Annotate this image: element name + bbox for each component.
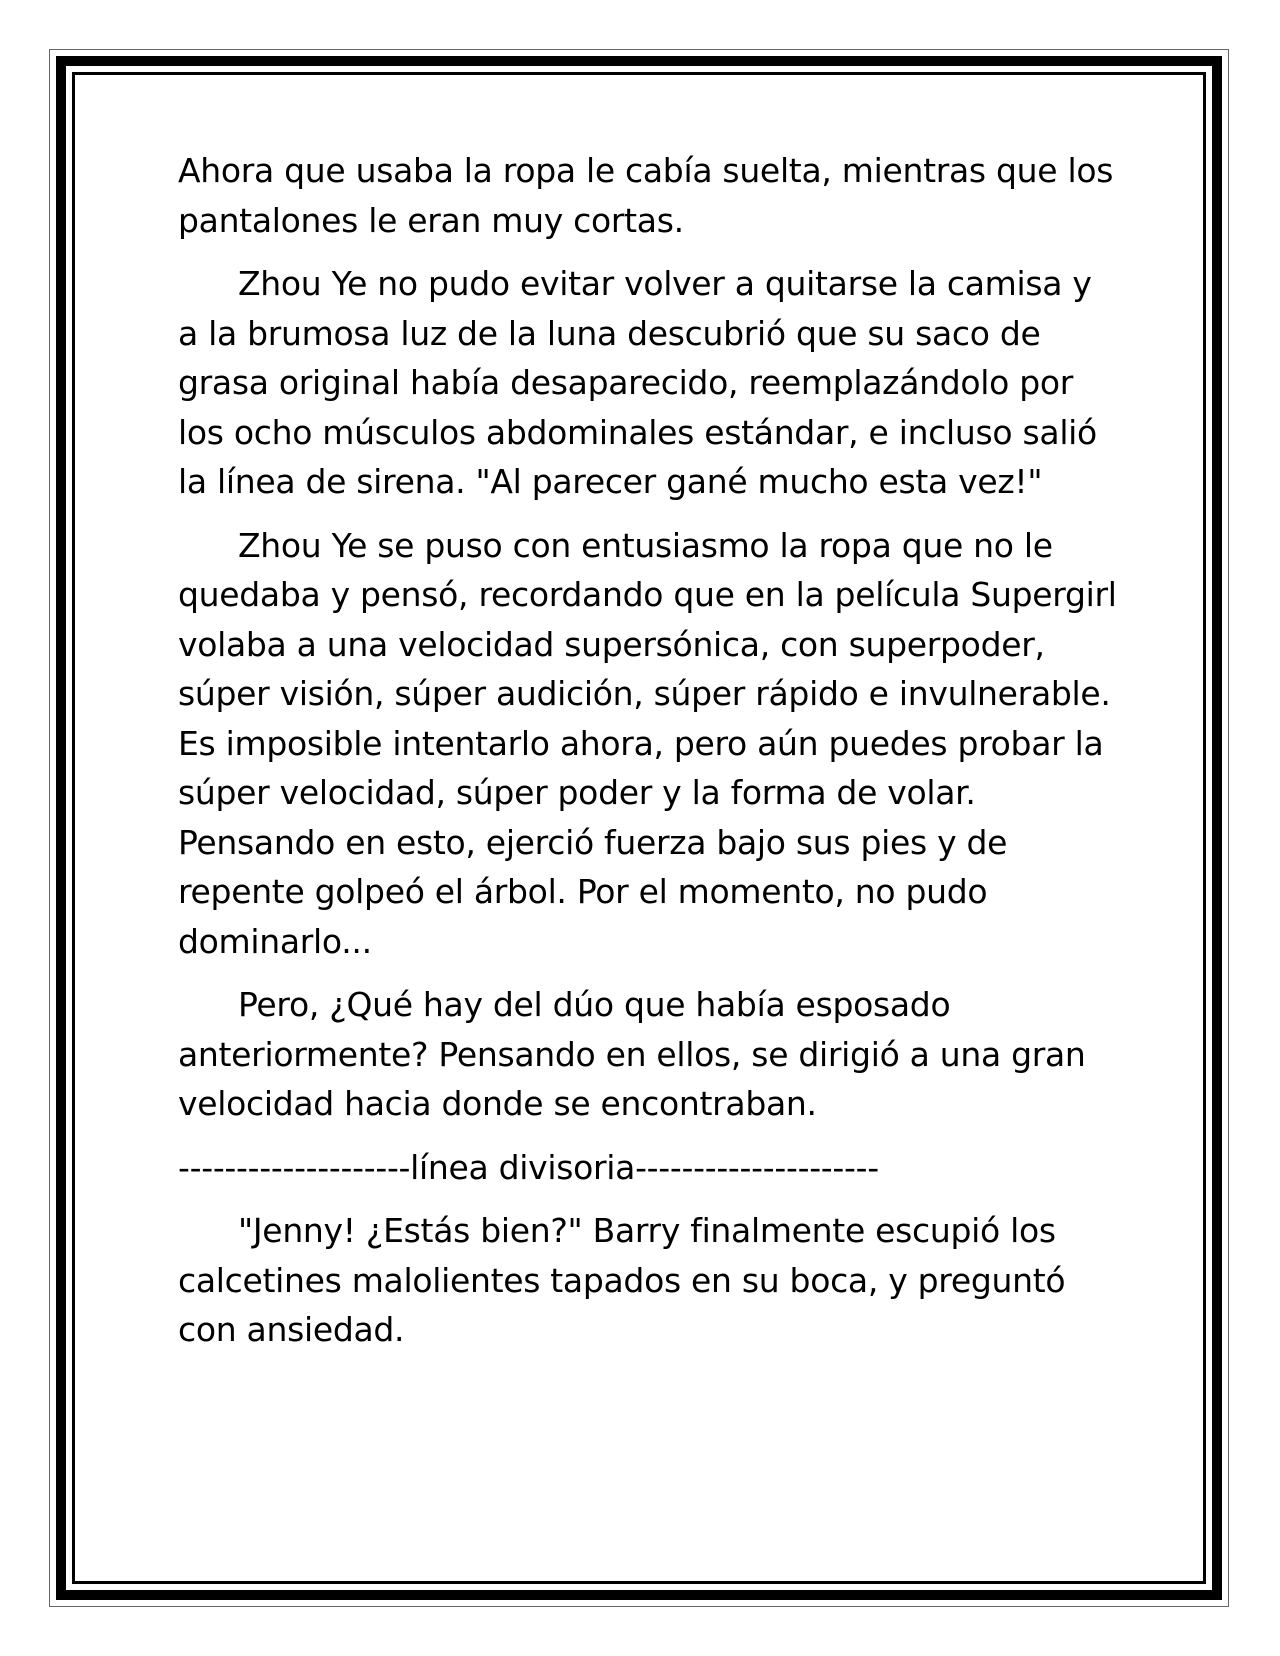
paragraph-3: Zhou Ye se puso con entusiasmo la ropa que no le quedaba y pensó, recordando que en la película Supergirl volaba a una velocidad supersónica, con superpoder, súper visión, súper audición, súper rápido e invulnerable. Es imposible intentarlo ahora, pero aún puedes probar la súper velocidad, súper poder y la forma de volar. Pensando en esto, ejerció fuerza bajo sus pies y de repente golpeó el árbol. Por el momento, no pudo dominarlo... <box>178 525 1117 961</box>
paragraph-1: Ahora que usaba la ropa le cabía suelta, mientras que los pantalones le eran muy cortas. <box>178 151 1114 240</box>
page-text <box>178 146 1118 1369</box>
paragraph-5: "Jenny! ¿Estás bien?" Barry finalmente escupió los calcetines malolientes tapados en su boca, y preguntó con ansiedad. <box>178 1211 1066 1349</box>
section-divider: --------------------línea divisoria--------------------- <box>178 1147 879 1187</box>
paragraph-4: Pero, ¿Qué hay del dúo que había esposado anteriormente? Pensando en ellos, se dirigió a una gran velocidad hacia donde se encontraban. <box>178 985 1086 1123</box>
paragraph-2: Zhou Ye no pudo evitar volver a quitarse la camisa y a la brumosa luz de la luna descubrió que su saco de grasa original había desaparecido, reemplazándolo por los ocho músculos abdominales estándar, e incluso salió la línea de sirena. "Al parecer gané mucho esta vez!" <box>178 264 1097 501</box>
